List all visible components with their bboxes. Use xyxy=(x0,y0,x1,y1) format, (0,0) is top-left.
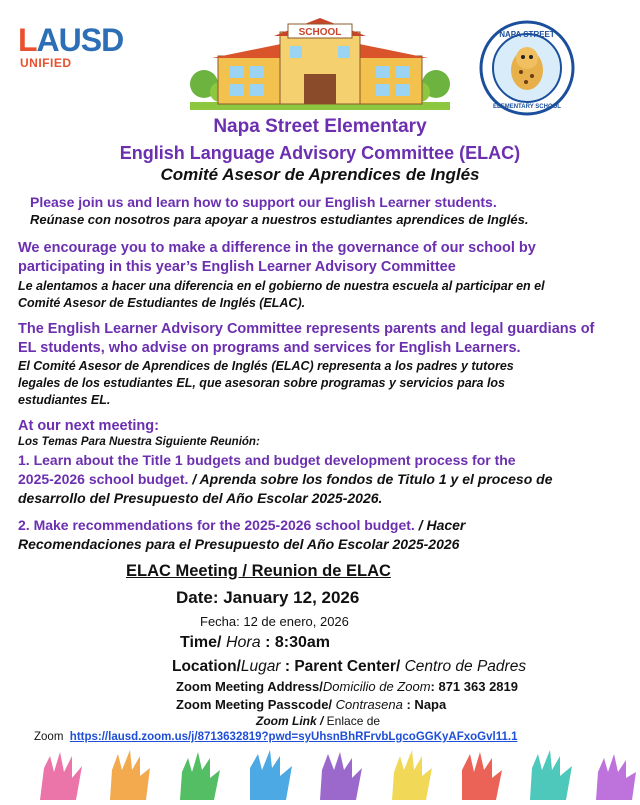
meeting-date: Date: January 12, 2026 xyxy=(176,588,360,607)
intro-en: Please join us and learn how to support our English Learner students. xyxy=(30,194,497,210)
agenda-item1-line2-en: 2025-2026 school budget. xyxy=(18,471,189,487)
zoom-address-label: Zoom Meeting Address/ xyxy=(176,679,323,694)
zoom-address xyxy=(176,679,518,694)
zoom-meeting-link[interactable]: https://lausd.zoom.us/j/8713632819?pwd=syUhsnBhRFrvbLgcoGGKyAFxoGvl11.1 xyxy=(69,731,518,743)
time-label-es: Hora xyxy=(221,634,261,651)
encourage-en-line1: We encourage you to make a difference in the governance of our school by xyxy=(18,240,536,256)
colorful-hands-decoration xyxy=(0,748,640,800)
agenda-item2-line1-en: 2. Make recommendations for the 2025-2026 school budget. xyxy=(18,517,415,533)
intro-es: Reúnase con nosotros para apoyar a nuestros estudiantes aprendices de Inglés. xyxy=(30,212,529,227)
committee-title-en: English Language Advisory Committee (ELAC) xyxy=(119,143,521,163)
meeting-location xyxy=(172,658,526,676)
agenda-item2-line1 xyxy=(18,517,465,533)
location-value-es: Centro de Padres xyxy=(400,658,527,675)
agenda-item1-line3: desarrollo del Presupuesto del Año Escolar 2025-2026. xyxy=(18,490,383,506)
zoom-link-row xyxy=(34,731,517,743)
seal-bottom-text: ELEMENTARY SCHOOL xyxy=(493,104,561,110)
location-value: : Parent Center/ xyxy=(280,658,401,675)
zoom-passcode-label-es: Contrasena xyxy=(332,697,403,712)
school-building-image xyxy=(190,14,450,110)
encourage-es-line1: Le alentamos a hacer una diferencia en el gobierno de nuestra escuela al participar en el xyxy=(18,279,545,293)
zoom-link-label-es: Enlace de xyxy=(323,714,381,728)
lausd-logo-subtext: UNIFIED xyxy=(20,56,72,70)
school-name-title: Napa Street Elementary xyxy=(213,116,427,137)
encourage-es-line2: Comité Asesor de Estudiantes de Inglés (ELAC). xyxy=(18,296,306,310)
zoom-address-value: : 871 363 2819 xyxy=(430,679,518,694)
lausd-logo-letter-l: L xyxy=(18,22,37,58)
zoom-address-label-es: Domicilio de Zoom xyxy=(322,679,431,694)
meeting-title: ELAC Meeting / Reunion de ELAC xyxy=(126,562,391,580)
seal-top-text: NAPA STREET xyxy=(499,30,555,39)
represents-en-line2: EL students, who advise on programs and services for English Learners. xyxy=(18,340,521,356)
location-label: Location/ xyxy=(172,658,241,675)
committee-title-es: Comité Asesor de Aprendices de Inglés xyxy=(160,165,480,184)
meeting-time xyxy=(180,634,330,652)
represents-en-line1: The English Learner Advisory Committee represents parents and legal guardians of xyxy=(18,321,595,337)
school-seal-logo xyxy=(479,20,575,116)
zoom-prefix: Zoom xyxy=(34,731,64,743)
next-meeting-heading-en: At our next meeting: xyxy=(18,418,159,434)
lausd-logo xyxy=(18,22,153,72)
zoom-link-label: Zoom Link / xyxy=(256,714,324,728)
represents-es-line3: estudiantes EL. xyxy=(18,393,111,407)
agenda-item1-line2 xyxy=(18,471,552,487)
time-value: : 8:30am xyxy=(260,634,330,651)
lausd-logo-letters-rest: AUSD xyxy=(36,22,124,58)
zoom-passcode-value: : Napa xyxy=(402,697,447,712)
meeting-fecha: Fecha: 12 de enero, 2026 xyxy=(200,614,349,629)
agenda-item2-line1-es: / Hacer xyxy=(414,517,466,533)
next-meeting-heading-es: Los Temas Para Nuestra Siguiente Reunión: xyxy=(18,436,260,448)
school-sign-text: SCHOOL xyxy=(298,27,342,38)
agenda-item2-line2: Recomendaciones para el Presupuesto del Año Escolar 2025-2026 xyxy=(18,536,460,552)
represents-es-line1: El Comité Asesor de Aprendices de Inglés (ELAC) representa a los padres y tutores xyxy=(18,359,514,373)
time-label: Time/ xyxy=(180,634,222,651)
zoom-passcode xyxy=(176,697,446,712)
lausd-logo-text xyxy=(18,22,123,58)
zoom-link-label-row xyxy=(256,714,380,728)
encourage-en-line2: participating in this year’s English Learner Advisory Committee xyxy=(18,259,456,275)
location-label-es: Lugar xyxy=(240,658,281,675)
agenda-item1-line2-es: / Aprenda sobre los fondos de Titulo 1 y el proceso de xyxy=(188,471,553,487)
represents-es-line2: legales de los estudiantes EL, que asesoran sobre programas y servicios para los xyxy=(18,376,506,390)
agenda-item1-line1: 1. Learn about the Title 1 budgets and budget development process for the xyxy=(18,452,516,468)
zoom-passcode-label: Zoom Meeting Passcode/ xyxy=(176,697,333,712)
